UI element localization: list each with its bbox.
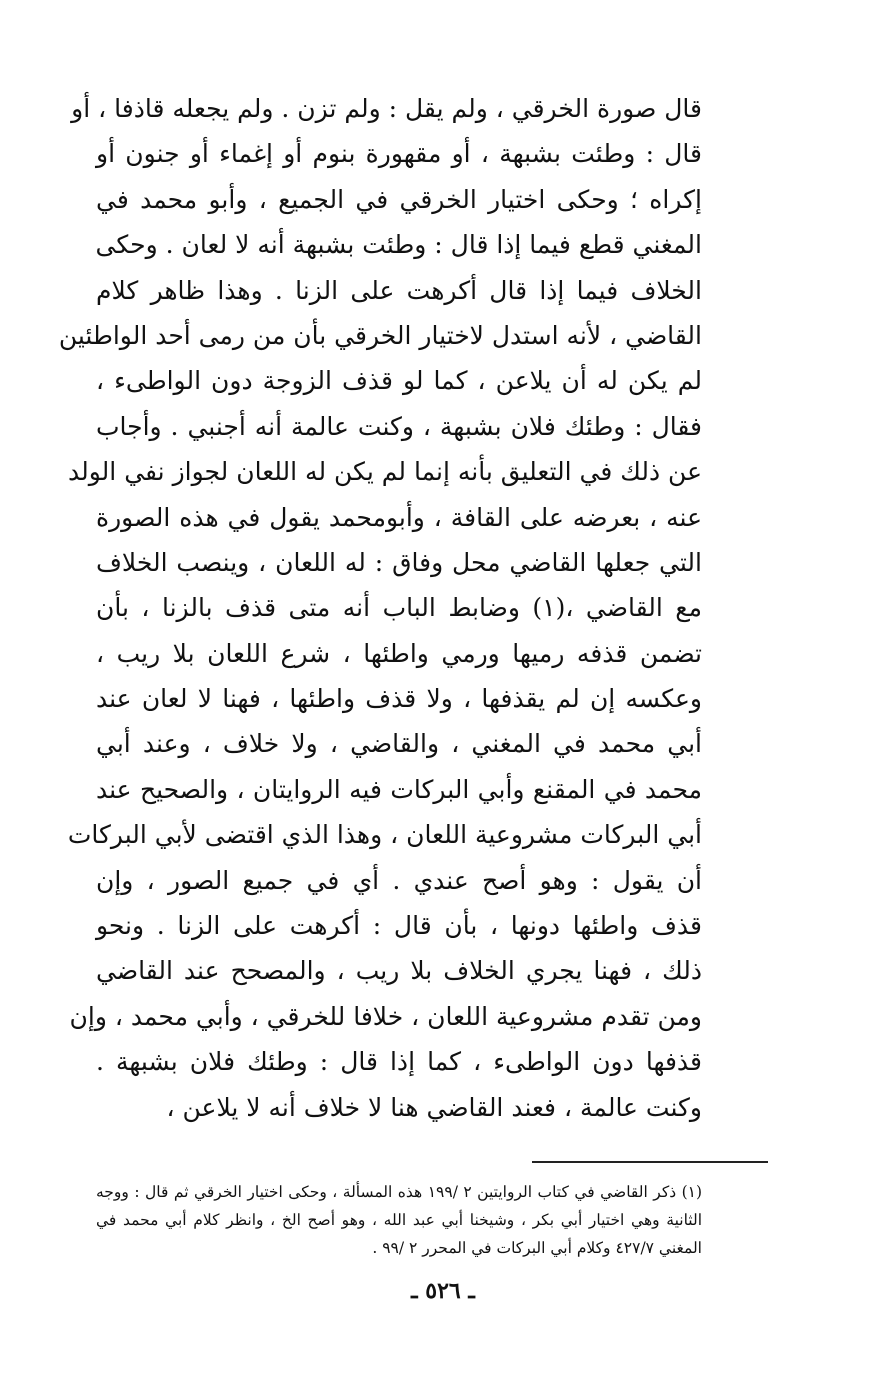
text-line: المغني قطع فيما إذا قال : وطئت بشبهة أنه لا لعان . وحكى — [95, 230, 702, 260]
text-line: أبي محمد في المغني ، والقاضي ، ولا خلاف ، وعند أبي — [96, 729, 702, 759]
text-line: لم يكن له أن يلاعن ، كما لو قذف الزوجة دون الواطىء ، — [96, 366, 702, 396]
text-line: ذلك ، فهنا يجري الخلاف بلا ريب ، والمصحح عند القاضي — [96, 956, 702, 986]
footnote-line: المغني ٤٢٧/٧ وكلام أبي البركات في المحرر ٢ /٩٩ . — [372, 1239, 702, 1257]
text-line: قال صورة الخرقي ، ولم يقل : ولم تزن . ولم يجعله قاذفا ، أو — [71, 94, 702, 123]
text-line: عن ذلك في التعليق بأنه إنما لم يكن له اللعان لجواز نفي الولد — [68, 457, 702, 487]
text-line: القاضي ، لأنه استدل لاختيار الخرقي بأن من رمى أحد الواطئين — [58, 320, 702, 350]
footnote-block — [96, 1178, 702, 1262]
text-line: قال : وطئت بشبهة ، أو مقهورة بنوم أو إغماء أو جنون أو — [96, 139, 702, 169]
text-line: أن يقول : وهو أصح عندي . أي في جميع الصور ، وإن — [96, 865, 702, 895]
main-text-block — [58, 86, 702, 1130]
text-line: فقال : وطئك فلان بشبهة ، وكنت عالمة أنه أجنبي . وأجاب — [96, 411, 702, 441]
footnote-line: الثانية وهي اختيار أبي بكر ، وشيخنا أبي عبد الله ، وهو أصح الخ ، وانظر كلام أبي محمد في — [96, 1211, 703, 1229]
page-number: ـ ٥٢٦ ـ — [411, 1278, 475, 1304]
text-line: محمد في المقنع وأبي البركات فيه الروايتان ، والصحيح عند — [96, 774, 702, 804]
text-line: عنه ، بعرضه على القافة ، وأبومحمد يقول في هذه الصورة — [96, 502, 702, 532]
text-line: قذفها دون الواطىء ، كما إذا قال : وطئك فلان بشبهة . — [96, 1047, 702, 1077]
footnote-separator — [532, 1161, 768, 1163]
footnote-line: (١) ذكر القاضي في كتاب الروايتين ٢ /١٩٩ هذه المسألة ، وحكى اختيار الخرقي ثم قال : ووجه — [96, 1183, 703, 1201]
text-line: الخلاف فيما إذا قال أكرهت على الزنا . وهذا ظاهر كلام — [96, 275, 702, 305]
text-line: التي جعلها القاضي محل وفاق : له اللعان ، وينصب الخلاف — [96, 547, 702, 577]
text-line: قذف واطئها دونها ، بأن قال : أكرهت على الزنا . ونحو — [96, 911, 702, 941]
text-line: إكراه ؛ وحكى اختيار الخرقي في الجميع ، وأبو محمد في — [96, 184, 702, 214]
text-line: تضمن قذفه رميها ورمي واطئها ، شرع اللعان بلا ريب ، — [96, 638, 702, 668]
text-line: ومن تقدم مشروعية اللعان ، خلافا للخرقي ، وأبي محمد ، وإن — [69, 1001, 702, 1031]
text-line: وعكسه إن لم يقذفها ، ولا قذف واطئها ، فهنا لا لعان عند — [96, 684, 702, 714]
text-line: وكنت عالمة ، فعند القاضي هنا لا خلاف أنه لا يلاعن ، — [166, 1092, 702, 1122]
text-line: أبي البركات مشروعية اللعان ، وهذا الذي اقتضى لأبي البركات — [67, 820, 702, 850]
text-line: مع القاضي ،(١) وضابط الباب أنه متى قذف بالزنا ، بأن — [96, 593, 702, 623]
